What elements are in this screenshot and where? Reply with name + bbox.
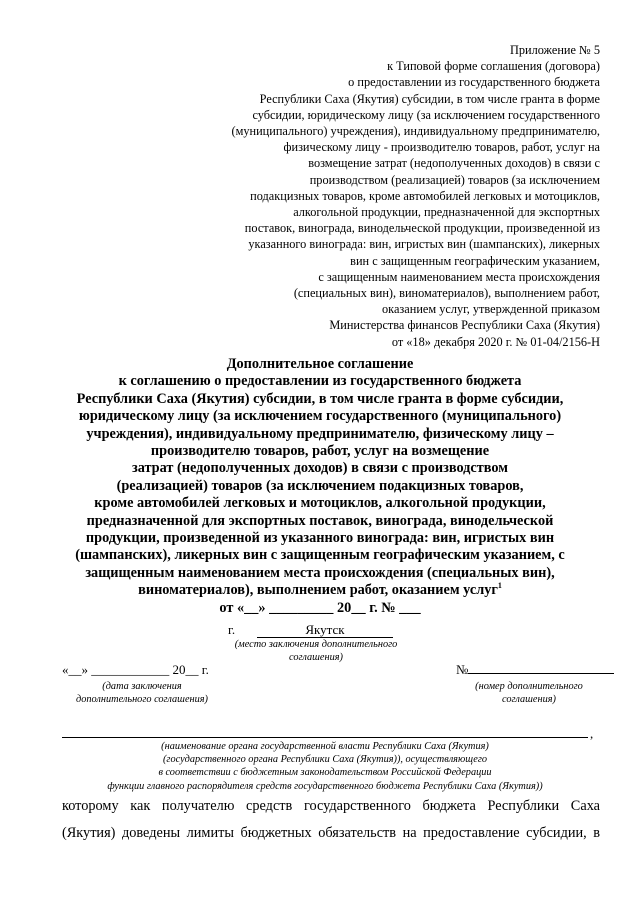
appendix-header — [200, 42, 600, 350]
title-line: продукции, произведенной из указанного винограда: вин, игристых вин — [85, 530, 555, 547]
date-caption-line: дополнительного соглашения) — [76, 694, 208, 705]
appendix-line: возмещение затрат (недополученных доходов) в связи с — [308, 156, 600, 171]
appendix-line: к Типовой форме соглашения (договора) — [387, 59, 600, 74]
appendix-line: алкогольной продукции, предназначенной для экспортных — [293, 205, 600, 220]
title-line: учреждения), индивидуальному предпринимателю, физическому лицу – — [86, 425, 554, 442]
title-line: (реализацией) товаров (за исключением подакцизных товаров, — [116, 477, 524, 494]
appendix-line: субсидии, юридическому лицу (за исключением государственного — [252, 107, 600, 122]
place-caption-line: соглашения) — [289, 652, 343, 663]
place-prefix: г. — [228, 622, 236, 637]
date-caption-line: (дата заключения — [102, 681, 182, 692]
body-paragraph — [62, 793, 600, 847]
title-line: затрат (недополученных доходов) в связи с производством — [131, 460, 509, 477]
organization-caption — [62, 740, 588, 793]
title-line: производителю товаров, работ, услуг на возмещение — [150, 443, 490, 460]
number-blank-line — [468, 662, 614, 674]
appendix-line: Министерства финансов Республики Саха (Якутия) — [329, 318, 600, 333]
place-row — [228, 622, 428, 638]
appendix-line: от «18» декабря 2020 г. № 01-04/2156-Н — [391, 334, 600, 349]
title-line: к соглашению о предоставлении из государственного бюджета — [118, 373, 522, 390]
title-line: виноматериалов), выполнением работ, оказанием услуг — [138, 582, 498, 599]
organization-caption-line: функции главного распорядителя средств государственного бюджета Республики Саха (Якутия)) — [107, 780, 543, 792]
appendix-line: физическому лицу - производителю товаров, работ, услуг на — [283, 140, 600, 155]
appendix-line: Приложение № 5 — [509, 43, 600, 57]
document-title — [40, 356, 600, 617]
title-line: защищенным наименованием места происхождения (специальных вин), — [85, 564, 555, 581]
organization-caption-line: (наименование органа государственной власти Республики Саха (Якутия) — [161, 741, 489, 752]
title-line: юридическому лицу (за исключением государственного (муниципального) — [78, 408, 562, 425]
appendix-line: (муниципального) учреждения), индивидуальному предпринимателю, — [231, 124, 600, 139]
agreement-number-field — [456, 662, 614, 678]
place-value: Якутск — [257, 622, 393, 638]
organization-blank-line — [62, 737, 588, 738]
appendix-line: вин с защищенным географическим указанием, — [350, 253, 600, 268]
number-caption-line: (номер дополнительного — [475, 681, 583, 692]
place-caption-line: (место заключения дополнительного — [234, 639, 398, 650]
title-line: (шампанских), ликерных вин с защищенным географическим указанием, с — [75, 547, 565, 564]
number-sign: № — [456, 662, 469, 677]
appendix-line: (специальных вин), виноматериалов), выполнением работ, — [293, 286, 600, 301]
appendix-line: с защищенным наименованием места происхождения — [318, 269, 600, 284]
place-caption — [216, 638, 416, 664]
title-line: Республики Саха (Якутия) субсидии, в том числе гранта в форме субсидии, — [76, 390, 564, 407]
appendix-line: указанного винограда: вин, игристых вин (шампанских), ликерных — [248, 237, 600, 252]
title-line: Дополнительное соглашение — [226, 356, 414, 372]
agreement-number-caption — [454, 680, 604, 706]
appendix-line: Республики Саха (Якутия) субсидии, в том числе гранта в форме — [259, 91, 600, 106]
appendix-line: производством (реализацией) товаров (за исключением — [309, 172, 600, 187]
appendix-line: о предоставлении из государственного бюджета — [348, 75, 600, 90]
body-line: (Якутия) доведены лимиты бюджетных обязательств на предоставление субсидии, в — [62, 825, 600, 841]
footnote-mark: 1 — [497, 581, 502, 591]
conclusion-date-field: «__» ____________ 20__ г. — [62, 662, 209, 677]
organization-caption-line: (государственного органа Республики Саха (Якутия)), осуществляющего — [163, 754, 487, 766]
title-line: предназначенной для экспортных поставок, винограда, винодельческой — [86, 512, 554, 529]
title-line-last — [40, 582, 600, 599]
organization-caption-line: в соответствии с бюджетным законодательством Российской Федерации — [158, 767, 492, 779]
title-line: кроме автомобилей легковых и мотоциклов, алкогольной продукции, — [94, 495, 546, 512]
body-line: которому как получателю средств государственного бюджета Республики Саха — [62, 798, 600, 814]
appendix-line: оказанием услуг, утвержденной приказом — [382, 302, 600, 317]
conclusion-date-caption — [62, 680, 222, 706]
organization-comma: , — [590, 726, 594, 741]
date-number-line: от «__» _________ 20__ г. № ___ — [219, 599, 421, 616]
appendix-line: подакцизных товаров, кроме автомобилей легковых и мотоциклов, — [250, 188, 600, 203]
appendix-line: поставок, винограда, винодельческой продукции, произведенной из — [244, 221, 600, 236]
number-caption-line: соглашения) — [502, 694, 556, 705]
